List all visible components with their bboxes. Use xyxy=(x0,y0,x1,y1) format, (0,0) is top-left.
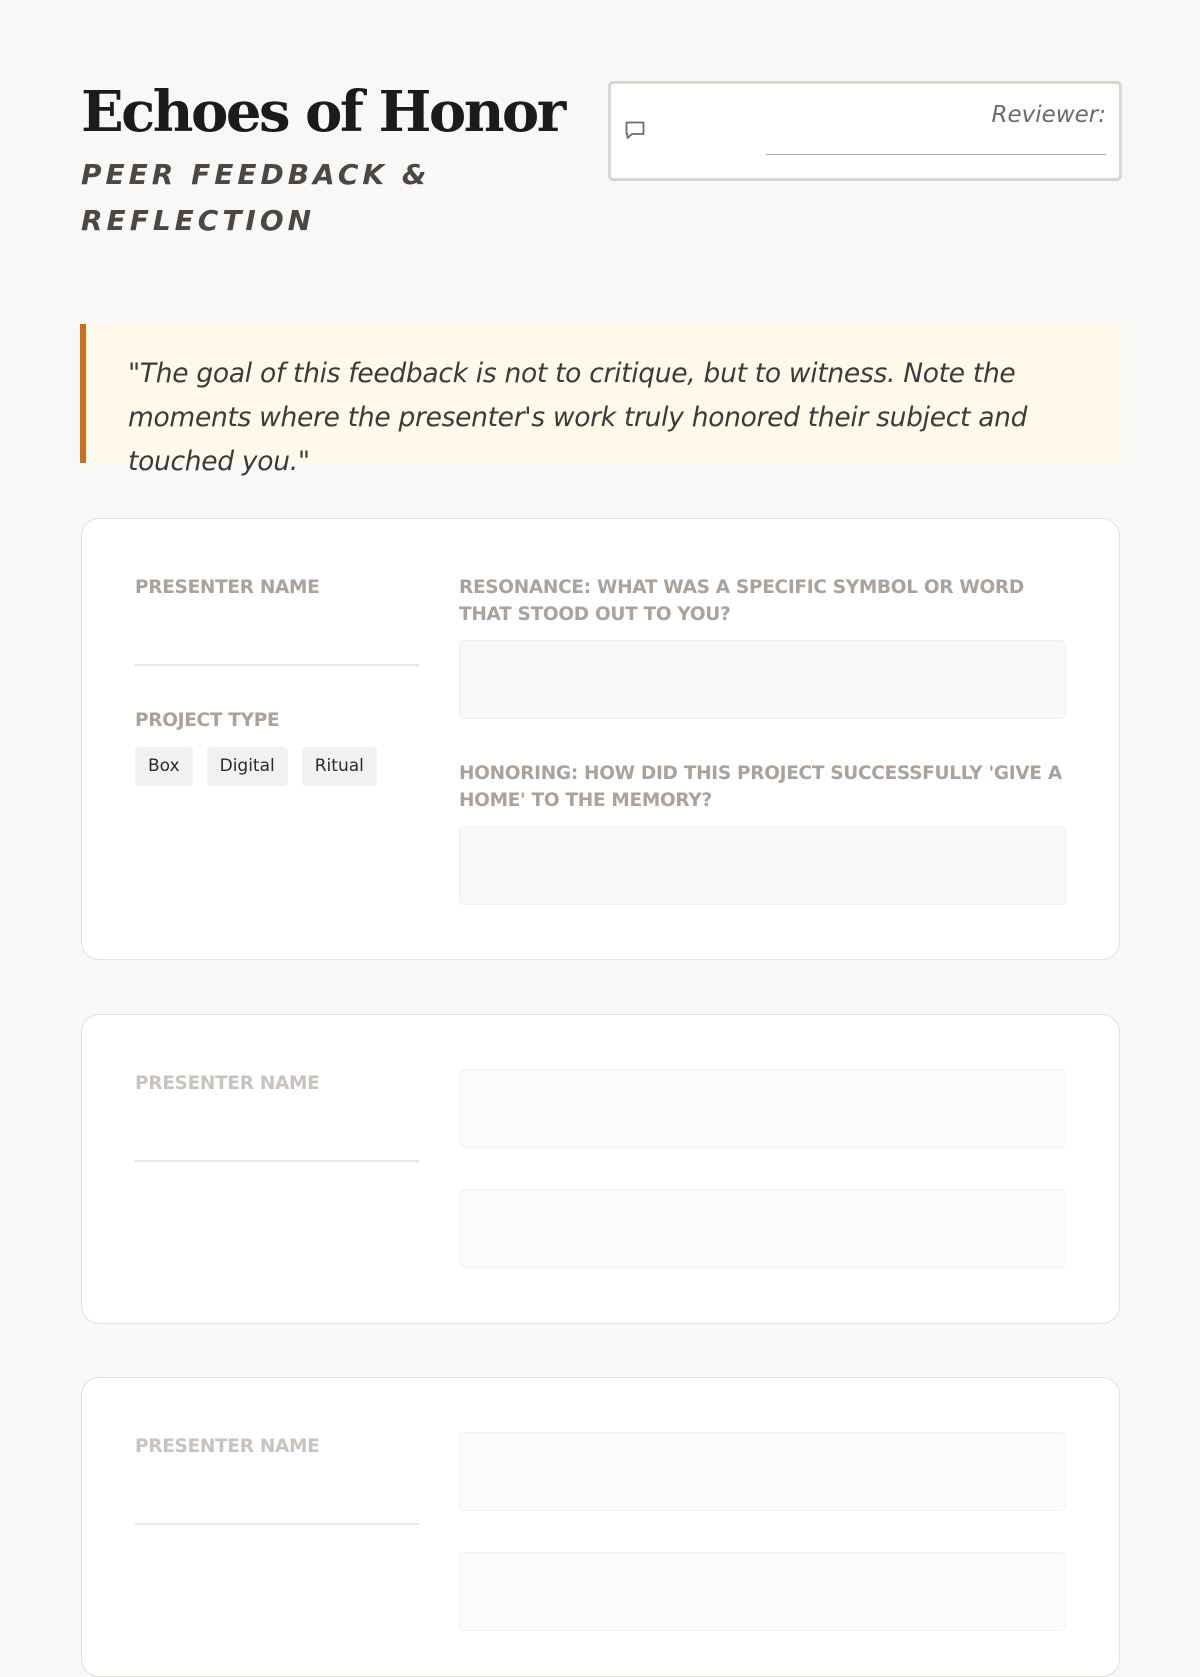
reviewer-field[interactable] xyxy=(608,81,1122,181)
presenter-name-input[interactable] xyxy=(135,1160,419,1162)
resonance-answer-field[interactable] xyxy=(459,1432,1066,1511)
intro-quote-text: "The goal of this feedback is not to critique, but to witness. Note the moments where the presenter's work truly honored their subject and touched you." xyxy=(128,358,1028,477)
resonance-question: RESONANCE: WHAT WAS A SPECIFIC SYMBOL OR WORD THAT STOOD OUT TO YOU? xyxy=(459,577,1024,625)
honoring-answer-field[interactable] xyxy=(459,1552,1066,1631)
honoring-answer-field[interactable] xyxy=(459,826,1066,905)
honoring-question: HONORING: HOW DID THIS PROJECT SUCCESSFULLY 'GIVE A HOME' TO THE MEMORY? xyxy=(459,763,1062,811)
honoring-answer-field[interactable] xyxy=(459,1189,1066,1268)
project-type-options xyxy=(135,747,377,786)
presenter-name-input[interactable] xyxy=(135,664,419,666)
reviewer-input-line[interactable] xyxy=(766,154,1106,155)
presenter-name-label: PRESENTER NAME xyxy=(135,1436,320,1457)
resonance-answer-field[interactable] xyxy=(459,1069,1066,1148)
presenter-card xyxy=(81,1377,1120,1677)
presenter-name-label: PRESENTER NAME xyxy=(135,1073,320,1094)
page-subtitle: PEER FEEDBACK & REFLECTION xyxy=(81,158,431,237)
resonance-answer-field[interactable] xyxy=(459,640,1066,719)
project-type-label: PROJECT TYPE xyxy=(135,710,280,731)
speech-bubble-icon xyxy=(623,118,647,142)
presenter-card xyxy=(81,1014,1120,1324)
page-title: Echoes of Honor xyxy=(81,79,564,145)
intro-quote xyxy=(80,324,1121,477)
form-header xyxy=(81,80,1120,270)
project-type-ritual[interactable]: Ritual xyxy=(302,747,377,786)
presenter-name-input[interactable] xyxy=(135,1523,419,1525)
presenter-card xyxy=(81,518,1120,960)
project-type-box[interactable]: Box xyxy=(135,747,193,786)
presenter-name-label: PRESENTER NAME xyxy=(135,577,320,598)
project-type-digital[interactable]: Digital xyxy=(207,747,288,786)
reviewer-label: Reviewer: xyxy=(991,102,1106,128)
